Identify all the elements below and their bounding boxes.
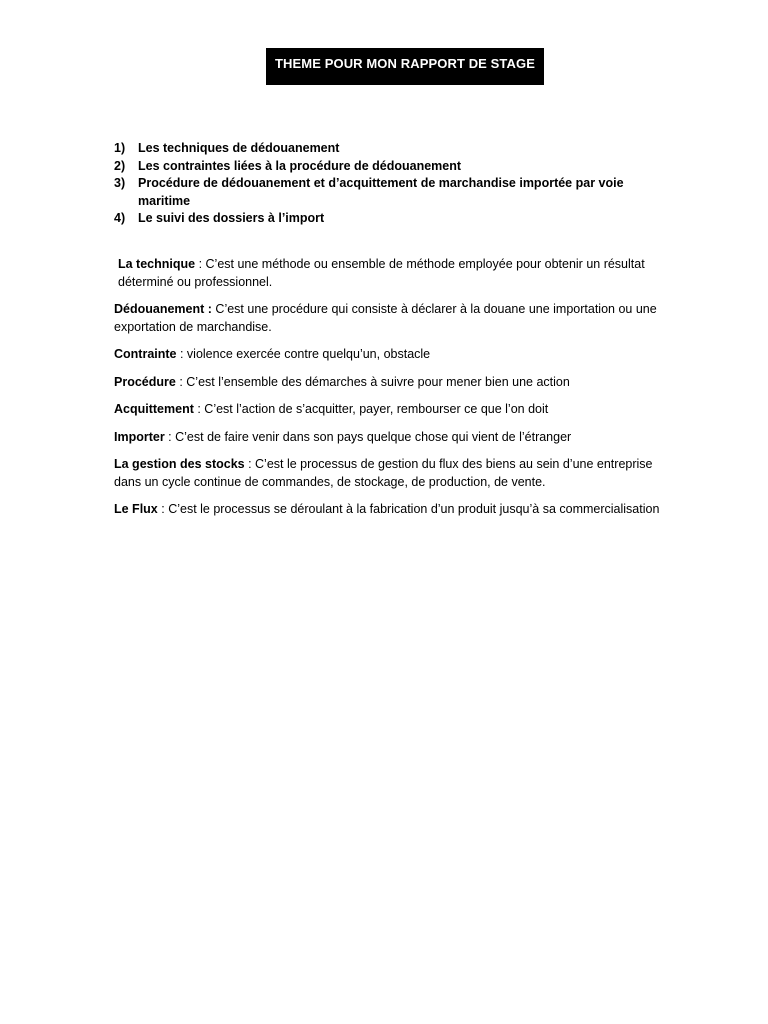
topic-text: Les techniques de dédouanement (138, 141, 340, 155)
definition-text: C’est le processus de gestion du flux des biens au sein d’une entreprise dans un cycle continue de commandes, de stockage, de production, de vente. (114, 457, 653, 489)
topic-item (114, 210, 644, 228)
topic-number: 4) (114, 211, 126, 225)
definition-paragraph (114, 401, 680, 419)
definition-text: C’est l’action de s’acquitter, payer, rembourser ce que l’on doit (204, 402, 549, 416)
definitions-section (114, 256, 680, 529)
definition-term: Dédouanement : (114, 302, 212, 316)
definition-separator: : (157, 502, 169, 516)
topic-text: Procédure de dédouanement et d’acquittement de marchandise importée par voie maritime (138, 176, 624, 208)
definition-text: violence exercée contre quelqu’un, obstacle (186, 347, 431, 361)
topic-number: 3) (114, 176, 126, 190)
topic-item (114, 158, 644, 176)
document-title: THEME POUR MON RAPPORT DE STAGE (266, 48, 544, 85)
definition-term: Importer (114, 429, 165, 444)
definition-separator: : (195, 257, 206, 271)
definition-paragraph (114, 256, 680, 291)
definition-paragraph (114, 301, 680, 336)
definition-separator: : (164, 429, 176, 444)
definition-text: C’est le processus se déroulant à la fabrication d’un produit jusqu’à sa commercialisation (168, 502, 660, 516)
definition-text: C’est l’ensemble des démarches à suivre pour mener bien une action (186, 374, 570, 389)
definition-paragraph (114, 501, 680, 519)
definition-term: Acquittement (114, 402, 194, 416)
definition-paragraph (114, 456, 680, 491)
definition-separator: : (244, 457, 256, 471)
definition-paragraph (114, 346, 680, 364)
topic-item (114, 175, 644, 210)
definition-term: Contrainte (114, 347, 177, 361)
definition-separator: : (176, 347, 187, 361)
topic-text: Les contraintes liées à la procédure de dédouanement (138, 158, 462, 173)
topic-number: 2) (114, 158, 126, 173)
definition-text: C’est une méthode ou ensemble de méthode employée pour obtenir un résultat déterminé ou professionnel. (118, 257, 645, 289)
definition-separator: : (175, 374, 187, 389)
topic-text: Le suivi des dossiers à l’import (138, 211, 325, 225)
definition-paragraph (114, 429, 680, 447)
topics-list (114, 140, 644, 228)
definition-text: C’est une procédure qui consiste à déclarer à la douane une importation ou une exportation de marchandise. (114, 302, 657, 334)
definition-term: La technique (118, 257, 196, 271)
definition-term: Procédure (114, 374, 176, 389)
definition-separator: : (193, 402, 205, 416)
definition-term: Le Flux (114, 502, 158, 516)
topic-item (114, 140, 644, 158)
definition-text: C’est de faire venir dans son pays quelque chose qui vient de l’étranger (175, 429, 572, 444)
definition-paragraph (114, 374, 680, 392)
definition-term: La gestion des stocks (114, 457, 245, 471)
topic-number: 1) (114, 141, 126, 155)
